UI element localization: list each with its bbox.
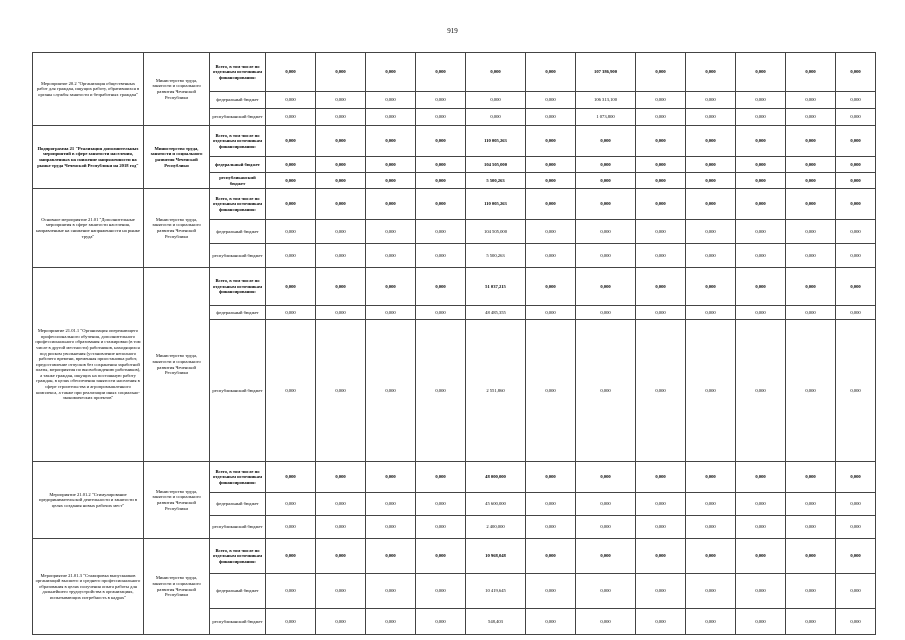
budget-table-body: [33, 53, 876, 635]
amount-cell: 0,000: [636, 539, 686, 574]
amount-cell: 0,000: [786, 609, 836, 635]
amount-cell: 0,000: [636, 173, 686, 189]
funding-source: Всего, в том числе по отдельным источникам финансирования:: [210, 189, 266, 220]
amount-cell: 104 505,000: [466, 220, 526, 244]
amount-cell: 0,000: [636, 462, 686, 493]
amount-cell: 0,000: [266, 462, 316, 493]
amount-cell: 0,000: [576, 157, 636, 173]
amount-cell: 1 073,800: [576, 109, 636, 126]
amount-cell: 0,000: [836, 462, 876, 493]
measure-name: Подпрограмма 21 "Реализация дополнительных мероприятий в сфере занятости населения, направленных на снижение напряженности на рынке труда Чеченской Республики на 2018 год": [33, 126, 144, 189]
amount-cell: 0,000: [686, 493, 736, 516]
amount-cell: 0,000: [366, 244, 416, 268]
amount-cell: 10 419,645: [466, 574, 526, 609]
responsible-org: Министерство труда, занятости и социального развития Чеченской Республики: [144, 189, 210, 268]
amount-cell: 0,000: [576, 244, 636, 268]
amount-cell: 0,000: [526, 157, 576, 173]
amount-cell: 0,000: [736, 574, 786, 609]
amount-cell: 0,000: [636, 574, 686, 609]
amount-cell: 0,000: [266, 493, 316, 516]
amount-cell: 0,000: [466, 109, 526, 126]
amount-cell: 0,000: [686, 109, 736, 126]
amount-cell: 0,000: [736, 157, 786, 173]
amount-cell: 0,000: [636, 268, 686, 306]
amount-cell: 0,000: [836, 220, 876, 244]
amount-cell: 0,000: [366, 126, 416, 157]
responsible-org: Министерство труда, занятости и социального развития Чеченской Республики: [144, 53, 210, 126]
amount-cell: 0,000: [836, 609, 876, 635]
amount-cell: 0,000: [736, 539, 786, 574]
amount-cell: 0,000: [366, 539, 416, 574]
amount-cell: 0,000: [786, 244, 836, 268]
amount-cell: 0,000: [786, 516, 836, 539]
amount-cell: 0,000: [686, 539, 736, 574]
amount-cell: 0,000: [526, 539, 576, 574]
amount-cell: 0,000: [366, 574, 416, 609]
amount-cell: 0,000: [576, 268, 636, 306]
amount-cell: 0,000: [416, 539, 466, 574]
amount-cell: 0,000: [416, 220, 466, 244]
amount-cell: 0,000: [836, 92, 876, 109]
responsible-org: Министерство труда, занятости и социального развития Чеченской Республики: [144, 126, 210, 189]
amount-cell: 0,000: [736, 516, 786, 539]
responsible-org: Министерство труда, занятости и социального развития Чеченской Республики: [144, 462, 210, 539]
amount-cell: 0,000: [266, 53, 316, 92]
amount-cell: 5 500,263: [466, 244, 526, 268]
amount-cell: 0,000: [786, 462, 836, 493]
amount-cell: 0,000: [316, 157, 366, 173]
amount-cell: 0,000: [316, 516, 366, 539]
amount-cell: 0,000: [366, 516, 416, 539]
funding-source: республиканский бюджет: [210, 320, 266, 462]
amount-cell: 0,000: [416, 53, 466, 92]
amount-cell: 0,000: [576, 220, 636, 244]
amount-cell: 0,000: [686, 220, 736, 244]
measure-name: Мероприятие 21.01.3 "Стажировка выпускников организаций высшего и среднего профессионального образования в целях получения опыта работы для дальнейшего трудоустройства в организациях, испытывающих потребность в кадрах": [33, 539, 144, 635]
amount-cell: 0,000: [786, 493, 836, 516]
amount-cell: 0,000: [686, 173, 736, 189]
amount-cell: 48 485,355: [466, 306, 526, 320]
amount-cell: 0,000: [576, 462, 636, 493]
amount-cell: 0,000: [786, 320, 836, 462]
amount-cell: 0,000: [686, 244, 736, 268]
amount-cell: 0,000: [466, 53, 526, 92]
amount-cell: 0,000: [266, 320, 316, 462]
amount-cell: 0,000: [786, 157, 836, 173]
amount-cell: 0,000: [316, 306, 366, 320]
amount-cell: 110 005,263: [466, 189, 526, 220]
amount-cell: 0,000: [736, 220, 786, 244]
amount-cell: 0,000: [836, 157, 876, 173]
amount-cell: 0,000: [416, 157, 466, 173]
amount-cell: 0,000: [316, 92, 366, 109]
amount-cell: 0,000: [366, 92, 416, 109]
amount-cell: 0,000: [836, 53, 876, 92]
amount-cell: 0,000: [266, 189, 316, 220]
amount-cell: 0,000: [366, 189, 416, 220]
funding-source: федеральный бюджет: [210, 574, 266, 609]
amount-cell: 0,000: [736, 320, 786, 462]
responsible-org: Министерство труда, занятости и социального развития Чеченской Республики: [144, 539, 210, 635]
amount-cell: 0,000: [316, 109, 366, 126]
amount-cell: 0,000: [416, 462, 466, 493]
measure-name: Основное мероприятие 21.01 "Дополнительные мероприятия в сфере занятости населения, направленные на снижение напряженности на рынке труда": [33, 189, 144, 268]
amount-cell: 0,000: [316, 462, 366, 493]
amount-cell: 0,000: [316, 493, 366, 516]
funding-source: федеральный бюджет: [210, 220, 266, 244]
amount-cell: 0,000: [576, 126, 636, 157]
amount-cell: 0,000: [576, 574, 636, 609]
amount-cell: 0,000: [576, 609, 636, 635]
amount-cell: 0,000: [686, 462, 736, 493]
amount-cell: 0,000: [636, 220, 686, 244]
amount-cell: 45 600,000: [466, 493, 526, 516]
amount-cell: 0,000: [576, 189, 636, 220]
amount-cell: 0,000: [526, 493, 576, 516]
amount-cell: 0,000: [366, 493, 416, 516]
amount-cell: 0,000: [636, 157, 686, 173]
amount-cell: 0,000: [636, 92, 686, 109]
funding-source: Всего, в том числе по отдельным источникам финансирования:: [210, 126, 266, 157]
measure-name: Мероприятие 20.2 "Организация общественных работ для граждан, ищущих работу, обратившихся в органы службы занятости и безработных граждан": [33, 53, 144, 126]
amount-cell: 0,000: [416, 189, 466, 220]
funding-source: республиканский бюджет: [210, 173, 266, 189]
amount-cell: 0,000: [836, 126, 876, 157]
amount-cell: 0,000: [786, 92, 836, 109]
funding-source: федеральный бюджет: [210, 92, 266, 109]
amount-cell: 0,000: [736, 244, 786, 268]
amount-cell: 0,000: [836, 109, 876, 126]
amount-cell: 0,000: [266, 306, 316, 320]
amount-cell: 0,000: [736, 268, 786, 306]
amount-cell: 548,403: [466, 609, 526, 635]
amount-cell: 0,000: [526, 109, 576, 126]
amount-cell: 5 500,263: [466, 173, 526, 189]
amount-cell: 0,000: [266, 244, 316, 268]
amount-cell: 0,000: [576, 306, 636, 320]
amount-cell: 0,000: [266, 173, 316, 189]
amount-cell: 0,000: [636, 320, 686, 462]
amount-cell: 0,000: [526, 574, 576, 609]
funding-source: федеральный бюджет: [210, 157, 266, 173]
amount-cell: 0,000: [836, 268, 876, 306]
amount-cell: 0,000: [576, 493, 636, 516]
amount-cell: 107 386,900: [576, 53, 636, 92]
amount-cell: 0,000: [576, 516, 636, 539]
table-row: [33, 189, 876, 220]
amount-cell: 0,000: [736, 109, 786, 126]
amount-cell: 0,000: [316, 53, 366, 92]
amount-cell: 0,000: [526, 189, 576, 220]
amount-cell: 0,000: [316, 189, 366, 220]
table-row: [33, 539, 876, 574]
amount-cell: 0,000: [266, 574, 316, 609]
amount-cell: 0,000: [636, 516, 686, 539]
amount-cell: 0,000: [366, 173, 416, 189]
amount-cell: 0,000: [736, 173, 786, 189]
amount-cell: 0,000: [836, 516, 876, 539]
amount-cell: 0,000: [576, 173, 636, 189]
amount-cell: 0,000: [836, 493, 876, 516]
amount-cell: 0,000: [786, 306, 836, 320]
amount-cell: 0,000: [266, 109, 316, 126]
amount-cell: 0,000: [836, 320, 876, 462]
amount-cell: 0,000: [366, 220, 416, 244]
amount-cell: 0,000: [786, 53, 836, 92]
funding-source: республиканский бюджет: [210, 609, 266, 635]
funding-source: республиканский бюджет: [210, 516, 266, 539]
amount-cell: 0,000: [686, 574, 736, 609]
amount-cell: 0,000: [786, 574, 836, 609]
amount-cell: 0,000: [526, 53, 576, 92]
amount-cell: 0,000: [266, 157, 316, 173]
amount-cell: 0,000: [526, 173, 576, 189]
amount-cell: 0,000: [416, 268, 466, 306]
amount-cell: 48 000,000: [466, 462, 526, 493]
amount-cell: 0,000: [736, 189, 786, 220]
amount-cell: 0,000: [686, 157, 736, 173]
amount-cell: 0,000: [366, 268, 416, 306]
amount-cell: 0,000: [736, 609, 786, 635]
measure-name: Мероприятие 21.01.1 "Организация опережающего профессионального обучения, дополнительного профессионального образования и стажировки (в том числе в другой местности) работников, находящихся под риском увольнения (установление неполного рабочего времени, временная приостановка работ, предоставление отпусков без сохранения заработной платы, мероприятия по высвобождению работников), а также граждан, ищущих на постоянную работу граждан, в целях обеспечения занятости населения в сфере строительства и агропромышленного комплекса, а также при реализации иных социально-экономических проектов": [33, 268, 144, 462]
table-row: [33, 462, 876, 493]
amount-cell: 0,000: [316, 609, 366, 635]
amount-cell: 0,000: [366, 53, 416, 92]
table-row: [33, 126, 876, 157]
amount-cell: 0,000: [416, 244, 466, 268]
amount-cell: 0,000: [636, 126, 686, 157]
funding-source: Всего, в том числе по отдельным источникам финансирования:: [210, 268, 266, 306]
amount-cell: 0,000: [266, 539, 316, 574]
amount-cell: 0,000: [466, 92, 526, 109]
amount-cell: 0,000: [636, 53, 686, 92]
amount-cell: 0,000: [366, 306, 416, 320]
amount-cell: 0,000: [686, 609, 736, 635]
amount-cell: 0,000: [526, 126, 576, 157]
amount-cell: 0,000: [416, 173, 466, 189]
amount-cell: 0,000: [636, 244, 686, 268]
amount-cell: 0,000: [526, 462, 576, 493]
amount-cell: 110 005,263: [466, 126, 526, 157]
amount-cell: 0,000: [366, 462, 416, 493]
funding-source: республиканский бюджет: [210, 109, 266, 126]
amount-cell: 0,000: [416, 574, 466, 609]
amount-cell: 0,000: [526, 609, 576, 635]
amount-cell: 0,000: [266, 268, 316, 306]
amount-cell: 0,000: [416, 516, 466, 539]
page-number: 919: [447, 27, 458, 35]
amount-cell: 106 313,100: [576, 92, 636, 109]
amount-cell: 10 968,048: [466, 539, 526, 574]
measure-name: Мероприятие 21.01.2 "Стимулирование предпринимательской деятельности и занятости в целях создания новых рабочих мест": [33, 462, 144, 539]
amount-cell: 0,000: [636, 609, 686, 635]
amount-cell: 0,000: [836, 244, 876, 268]
amount-cell: 0,000: [786, 539, 836, 574]
amount-cell: 0,000: [576, 320, 636, 462]
amount-cell: 0,000: [786, 126, 836, 157]
table-row: [33, 268, 876, 306]
amount-cell: 0,000: [576, 539, 636, 574]
amount-cell: 0,000: [526, 320, 576, 462]
amount-cell: 0,000: [366, 609, 416, 635]
funding-source: республиканский бюджет: [210, 244, 266, 268]
amount-cell: 0,000: [316, 268, 366, 306]
amount-cell: 0,000: [266, 516, 316, 539]
funding-source: Всего, в том числе по отдельным источникам финансирования:: [210, 462, 266, 493]
amount-cell: 0,000: [786, 268, 836, 306]
amount-cell: 0,000: [416, 126, 466, 157]
amount-cell: 0,000: [736, 92, 786, 109]
amount-cell: 0,000: [416, 109, 466, 126]
budget-table: [32, 52, 876, 635]
amount-cell: 104 505,000: [466, 157, 526, 173]
amount-cell: 0,000: [366, 157, 416, 173]
amount-cell: 0,000: [416, 493, 466, 516]
amount-cell: 0,000: [836, 173, 876, 189]
funding-source: федеральный бюджет: [210, 493, 266, 516]
amount-cell: 0,000: [266, 126, 316, 157]
amount-cell: 0,000: [686, 53, 736, 92]
amount-cell: 0,000: [686, 92, 736, 109]
amount-cell: 0,000: [266, 609, 316, 635]
amount-cell: 0,000: [736, 462, 786, 493]
responsible-org: Министерство труда, занятости и социального развития Чеченской Республики: [144, 268, 210, 462]
amount-cell: 0,000: [786, 220, 836, 244]
amount-cell: 0,000: [636, 109, 686, 126]
amount-cell: 0,000: [686, 320, 736, 462]
amount-cell: 0,000: [266, 220, 316, 244]
amount-cell: 0,000: [416, 92, 466, 109]
amount-cell: 0,000: [836, 306, 876, 320]
amount-cell: 0,000: [416, 306, 466, 320]
amount-cell: 0,000: [786, 173, 836, 189]
amount-cell: 0,000: [526, 244, 576, 268]
amount-cell: 0,000: [836, 574, 876, 609]
amount-cell: 0,000: [736, 53, 786, 92]
amount-cell: 0,000: [686, 126, 736, 157]
amount-cell: 0,000: [316, 220, 366, 244]
amount-cell: 0,000: [526, 306, 576, 320]
amount-cell: 0,000: [316, 244, 366, 268]
amount-cell: 0,000: [786, 109, 836, 126]
table-row: [33, 53, 876, 92]
amount-cell: 0,000: [526, 92, 576, 109]
amount-cell: 0,000: [736, 126, 786, 157]
amount-cell: 0,000: [526, 268, 576, 306]
funding-source: Всего, в том числе по отдельным источникам финансирования:: [210, 53, 266, 92]
amount-cell: 2 551,860: [466, 320, 526, 462]
amount-cell: 51 037,215: [466, 268, 526, 306]
amount-cell: 0,000: [836, 189, 876, 220]
funding-source: федеральный бюджет: [210, 306, 266, 320]
amount-cell: 0,000: [636, 493, 686, 516]
amount-cell: 0,000: [636, 306, 686, 320]
amount-cell: 0,000: [736, 306, 786, 320]
amount-cell: 0,000: [686, 189, 736, 220]
amount-cell: 0,000: [836, 539, 876, 574]
amount-cell: 0,000: [526, 220, 576, 244]
amount-cell: 0,000: [266, 92, 316, 109]
amount-cell: 0,000: [736, 493, 786, 516]
funding-source: Всего, в том числе по отдельным источникам финансирования:: [210, 539, 266, 574]
amount-cell: 0,000: [366, 109, 416, 126]
amount-cell: 0,000: [786, 189, 836, 220]
amount-cell: 0,000: [316, 574, 366, 609]
amount-cell: 0,000: [686, 516, 736, 539]
amount-cell: 0,000: [416, 609, 466, 635]
amount-cell: 0,000: [316, 173, 366, 189]
amount-cell: 0,000: [316, 320, 366, 462]
amount-cell: 0,000: [316, 126, 366, 157]
amount-cell: 0,000: [526, 516, 576, 539]
amount-cell: 2 400,000: [466, 516, 526, 539]
amount-cell: 0,000: [416, 320, 466, 462]
amount-cell: 0,000: [316, 539, 366, 574]
amount-cell: 0,000: [636, 189, 686, 220]
amount-cell: 0,000: [366, 320, 416, 462]
amount-cell: 0,000: [686, 268, 736, 306]
amount-cell: 0,000: [686, 306, 736, 320]
